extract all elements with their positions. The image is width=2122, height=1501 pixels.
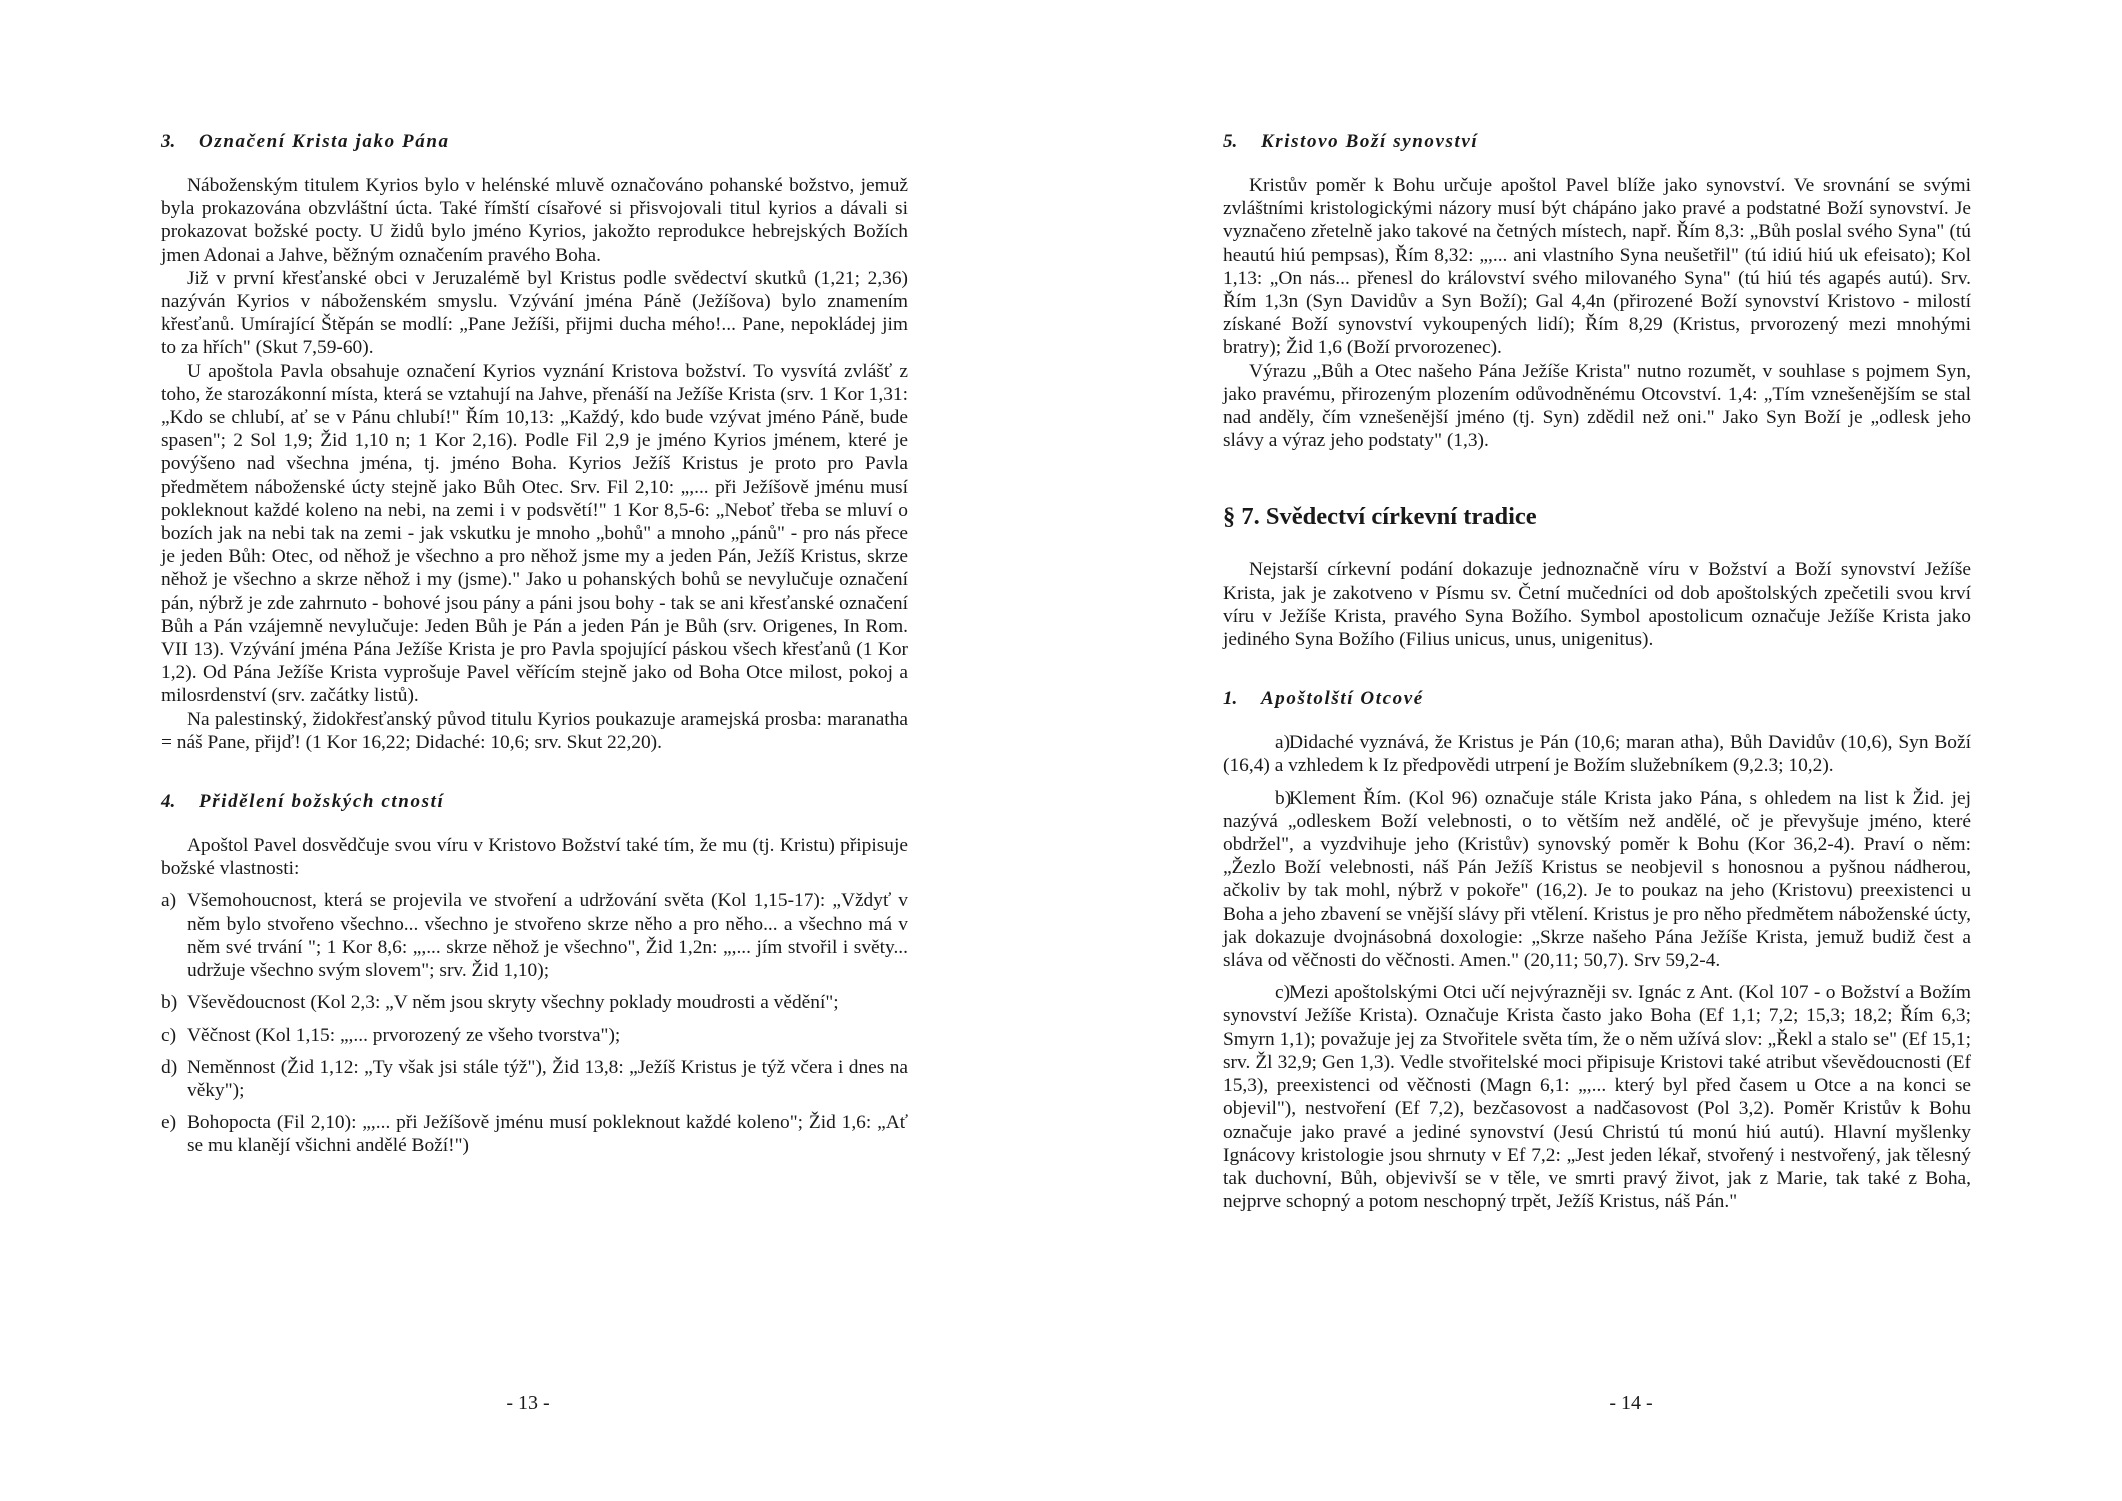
section-heading-1 (1223, 685, 1971, 713)
list-label: a) (1275, 732, 1291, 754)
list-text: Vševědoucnost (Kol 2,3: „V něm jsou skryty všechny poklady moudrosti a vědění"; (187, 992, 839, 1014)
section-heading-4 (161, 788, 908, 816)
list-label: b) (161, 992, 178, 1014)
paragraph: Již v první křesťanské obci v Jeruzalémě byl Kristus podle svědectví skutků (1,21; 2,36) nazýván Kyrios v náboženském smyslu. Vzývání jména Páně (Ježíšova) bylo znamením křesťanů. Umírající Štěpán se modlí: „Pane Ježíši, přijmi ducha mého!... Pane, nepokládej jim to za hřích" (Skut 7,59-60). (161, 267, 908, 359)
section-title: Označení Krista jako Pána (199, 131, 450, 152)
list-item (161, 1024, 908, 1047)
paragraph: Apoštol Pavel dosvědčuje svou víru v Kristovo Božství také tím, že mu (tj. Kristu) připisuje božské vlastnosti: (161, 835, 908, 880)
chapter-heading: § 7. Svědectví církevní tradice (1223, 503, 1537, 531)
section-number: 4. (161, 791, 176, 813)
list-text: Věčnost (Kol 1,15: „,... prvorozený ze všeho tvorstva"); (187, 1024, 621, 1046)
list-item (1223, 787, 1971, 973)
section-heading-5 (1223, 128, 1971, 156)
section-number: 5. (1223, 131, 1238, 152)
list-item (1223, 981, 1971, 1213)
paragraph: U apoštola Pavla obsahuje označení Kyrios vyznání Kristova božství. To vysvítá zvlášť z toho, že starozákonní místa, která se vztahují na Jahve, přenáší na Ježíše Krista (srv. 1 Kor 1,31: „Kdo se chlubí, ať se v Pánu chlubí!" Řím 10,13: „Každý, kdo bude vzývat jméno Páně, bude spasen"; 2 Sol 1,9; Žid 1,10 n; 1 Kor 2,16). Podle Fil 2,9 je jméno Kyrios jménem, které je povýšeno nad všechna jména, tj. jméno Boha. Kyrios Ježíš Kristus je proto pro Pavla předmětem náboženské úcty stejně jako Bůh Otec. Srv. Fil 2,10: „,... při Ježíšově jménu musí pokleknout každé koleno na nebi, na zemi i v podsvětí!" 1 Kor 8,5-6: „Neboť třeba se mluví o bozích jak na nebi tak na zemi - jak vskutku je mnoho „bohů" a mnoho „pánů" - pro nás přece je jeden Bůh: Otec, od něhož je všechno a pro něhož jsme my a jeden Pán, Ježíš Kristus, skrze něhož je všechno a skrze něhož i my (jsme)." Jako u pohanských bohů se nevylučuje označení pán, nýbrž je zde zahrnuto - bohové jsou pány a páni jsou bohy - tak se ani křesťanské označení Bůh a Pán vzájemně nevylučuje: Jeden Bůh je Pán a jeden Pán je Bůh (srv. Origenes, In Rom. VII 13). Vzývání jména Pána Ježíše Krista je pro Pavla spojující páskou všech křesťanů (1 Kor 1,2). Od Pána Ježíše Krista vyprošuje Pavel věřícím stejně jako od Boha Otce milost, pokoj a milosrdenství (srv. začátky listů). (161, 360, 908, 707)
paragraph: Výrazu „Bůh a Otec našeho Pána Ježíše Krista" nutno rozumět, v souhlase s pojmem Syn, jako pravému, přirozeným plozením odůvodněnému Otcovství. 1,4: „Tím vznešenějším se stal nad anděly, čím vznešenější jméno (tj. Syn) zdědil než oni." Jako Syn Boží je „odlesk jeho slávy a výraz jeho podstaty" (1,3). (1223, 360, 1971, 452)
list-text: Didaché vyznává, že Kristus je Pán (10,6; maran atha), Bůh Davidův (10,6), Syn Boží (16,4) a vzhledem k Iz předpovědi utrpení je Božím služebníkem (9,2.3; 10,2). (1223, 732, 1971, 777)
list-text: Klement Řím. (Kol 96) označuje stále Krista jako Pána, s ohledem na list k Žid. jej nazývá „odleskem Boží velebnosti, o to větším než andělé, oč je převyšuje jméno, které obdržel", a vyzdvihuje jeho (Kristův) synovský poměr k Bohu (Kor 36,2-4). Praví o něm: „Žezlo Boží velebnosti, náš Pán Ježíš Kristus se neobjevil s honosnou a pyšnou nádherou, ačkoliv by tak mohl, nýbrž v pokoře" (16,2). Je to poukaz na jeho (Kristovu) preexistenci u Boha a jeho zbavení se vnější slávy při vtělení. Kristus je pro něho předmětem náboženské úcty, jak dokazuje dvojnásobná doxologie: „Skrze našeho Pána Ježíše Krista, jemuž budiž čest a sláva od věčnosti do věčnosti. Amen." (20,11; 50,7). Srv 59,2-4. (1223, 787, 1971, 972)
section-title: Apoštolští Otcové (1261, 688, 1424, 710)
list-label: b) (1275, 787, 1292, 809)
list-text: Všemohoucnost, která se projevila ve stvoření a udržování světa (Kol 1,15-17): „Vždyť v něm bylo stvořeno všechno... všechno je stvořeno skrze něho a pro něho... a všechno má v něm své trvání "; 1 Kor 8,6: „,... skrze něhož je všechno", Žid 1,2n: „,... jím stvořil i světy... udržuje všechno svým slovem"; srv. Žid 1,10); (187, 890, 908, 982)
list-item (1223, 731, 1971, 777)
list-item (161, 1111, 908, 1157)
list-item (161, 1056, 908, 1102)
left-column (161, 128, 908, 1158)
paragraph: Náboženským titulem Kyrios bylo v helénské mluvě označováno pohanské božstvo, jemuž byla prokazována obzvláštní úcta. Také římští císařové si přisvojovali titul kyrios a dávali si prokazovat božské pocty. U židů bylo jméno Kyrios, jakožto reprodukce hebrejských Božích jmen Adonai a Jahve, běžným označením pravého Boha. (161, 175, 908, 266)
list-label: c) (1275, 982, 1291, 1004)
section-title: Kristovo Boží synovství (1261, 131, 1479, 152)
page-number: - 13 - (506, 1392, 550, 1414)
page-14 (1061, 0, 2122, 1501)
list-label: d) (161, 1056, 178, 1078)
paragraph: Kristův poměr k Bohu určuje apoštol Pavel blíže jako synovství. Ve srovnání se svými zvláštními kristologickými názory musí být chápáno jako pravé a podstatné Boží synovství. Je vyznačeno zřetelně jako takové na četných místech, např. Řím 8,3: „Bůh poslal svého Syna" (tú heautú hiú pempsas), Řím 8,32: „,... ani vlastního Syna neušetřil" (tú idiú hiú uk efeisato); Kol 1,13: „On nás... přenesl do království svého milovaného Syna" (tú hiú tés agapés autú). Srv. Řím 1,3n (Syn Davidův a Syn Boží); Gal 4,4n (přirozené Boží synovství Kristovo - milostí získané Boží synovství vykoupených lidí); Řím 8,29 (Kristus, prvorozený mezi mnohými bratry); Žid 1,6 (Boží prvorozenec). (1223, 175, 1971, 359)
list-label: c) (161, 1024, 177, 1046)
list-item (161, 889, 908, 982)
list-label: a) (161, 890, 177, 912)
section-title: Přidělení božských ctností (199, 791, 445, 813)
section-number: 3. (161, 131, 176, 152)
section-heading-3 (161, 128, 908, 156)
list-text: Mezi apoštolskými Otci učí nejvýrazněji sv. Ignác z Ant. (Kol 107 - o Božství a Božím synovství Ježíše Krista). Označuje Krista často jako Boha (Ef 1,1; 7,2; 15,3; 18,2; Řím 6,3; Smyrn 1,1); považuje jej za Stvořitele světa tím, že o něm užívá slov: „Řekl a stalo se" (Ef 15,1; srv. Žl 32,9; Gen 1,3). Vedle stvořitelské moci připisuje Kristovi také atribut vševědoucnosti (Ef 15,3), preexistenci od věčnosti (Magn 6,1: „,... který byl před časem u Otce a na konci se objevil"), nestvoření (Ef 7,2), bezčasovost a nadčasovost (Pol 3,2). Poměr Kristův k Bohu označuje jako pravé a jediné synovství (Jesú Christú tú monú hiú autú). Hlavní myšlenky Ignácovy kristologie jsou shrnuty v Ef 7,2: „Jest jeden lékař, stvořený i nestvořený, jak tělesný tak duchovní, Bůh, objevivší se v těle, ve smrti pravý život, jak z Marie, tak také z Boha, nejprve schopný a potom neschopný trpět, Ježíš Kristus, náš Pán." (1223, 982, 1971, 1213)
paragraph: Nejstarší církevní podání dokazuje jednoznačně víru v Božství a Boží synovství Ježíše Krista, jak je zakotveno v Písmu sv. Četní mučedníci od dob apoštolských zpečetili svou krví víru v Ježíše Krista, pravého Syna Božího. Symbol apostolicum označuje Ježíše Krista jako jediného Syna Božího (Filius unicus, unus, unigenitus). (1223, 559, 1971, 651)
list-item (161, 991, 908, 1014)
section-number: 1. (1223, 688, 1238, 710)
list-text: Neměnnost (Žid 1,12: „Ty však jsi stále týž"), Žid 13,8: „Ježíš Kristus je týž včera i dnes na věky"); (187, 1056, 908, 1101)
page-number: - 14 - (1609, 1392, 1653, 1414)
list-text: Bohopocta (Fil 2,10): „,... při Ježíšově jménu musí pokleknout každé koleno"; Žid 1,6: „Ať se mu klanějí všichni andělé Boží!") (187, 1112, 908, 1157)
paragraph: Na palestinský, židokřesťanský původ titulu Kyrios poukazuje aramejská prosba: maranatha = náš Pane, přijď! (1 Kor 16,22; Didaché: 10,6; srv. Skut 22,20). (161, 708, 908, 753)
right-column (1223, 128, 1971, 1213)
list-label: e) (161, 1112, 177, 1134)
